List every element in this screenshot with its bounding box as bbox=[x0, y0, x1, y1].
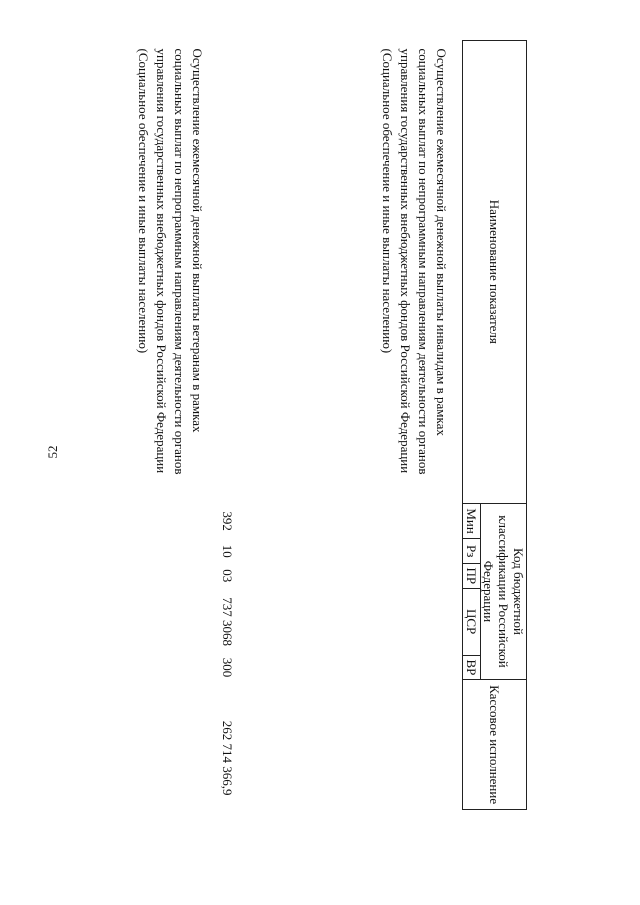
header-vr: ВР bbox=[463, 655, 481, 680]
row-rz: 10 bbox=[220, 544, 235, 558]
row-vr bbox=[0, 655, 218, 680]
header-name: Наименование показателя bbox=[463, 41, 527, 504]
rotated-page bbox=[0, 40, 527, 865]
row-rz bbox=[0, 539, 218, 564]
row-vr: 300 bbox=[220, 657, 235, 678]
row-min: 392 bbox=[220, 511, 235, 531]
row-csr bbox=[0, 588, 218, 655]
budget-table bbox=[0, 40, 527, 810]
header-pr: ПР bbox=[463, 564, 481, 589]
row-csr: 737 3068 bbox=[220, 597, 235, 646]
header-rz: Рз bbox=[463, 539, 481, 564]
page-number: 52 bbox=[45, 445, 60, 459]
row-amount: 262 714 366,9 bbox=[220, 720, 235, 796]
table-row bbox=[218, 41, 463, 810]
header-code-group: Код бюджетной классификации Российской Федерации bbox=[481, 503, 527, 680]
row-amount bbox=[0, 680, 218, 810]
row-pr bbox=[0, 564, 218, 589]
header-csr: ЦСР bbox=[463, 588, 481, 655]
row-name: Осуществление ежемесячной денежной выплаты инвалидам в рамках социальных выплат по непрограммным направлениям деятельности органов управления государственных внебюджетных фондов Российской Федерации (Социальное обеспечение и иные выплаты населению) bbox=[380, 48, 449, 475]
header-amount: Кассовое исполнение bbox=[463, 680, 527, 810]
header-min: Мин bbox=[463, 503, 481, 539]
row-name: Осуществление ежемесячной денежной выплаты ветеранам в рамках социальных выплат по непрограммным направлениям деятельности органов управления государственных внебюджетных фондов Российской Федерации (Социальное обеспечение и иные выплаты населению) bbox=[136, 48, 205, 475]
row-min bbox=[0, 503, 218, 539]
row-pr: 03 bbox=[220, 569, 235, 583]
table-row bbox=[0, 41, 218, 810]
